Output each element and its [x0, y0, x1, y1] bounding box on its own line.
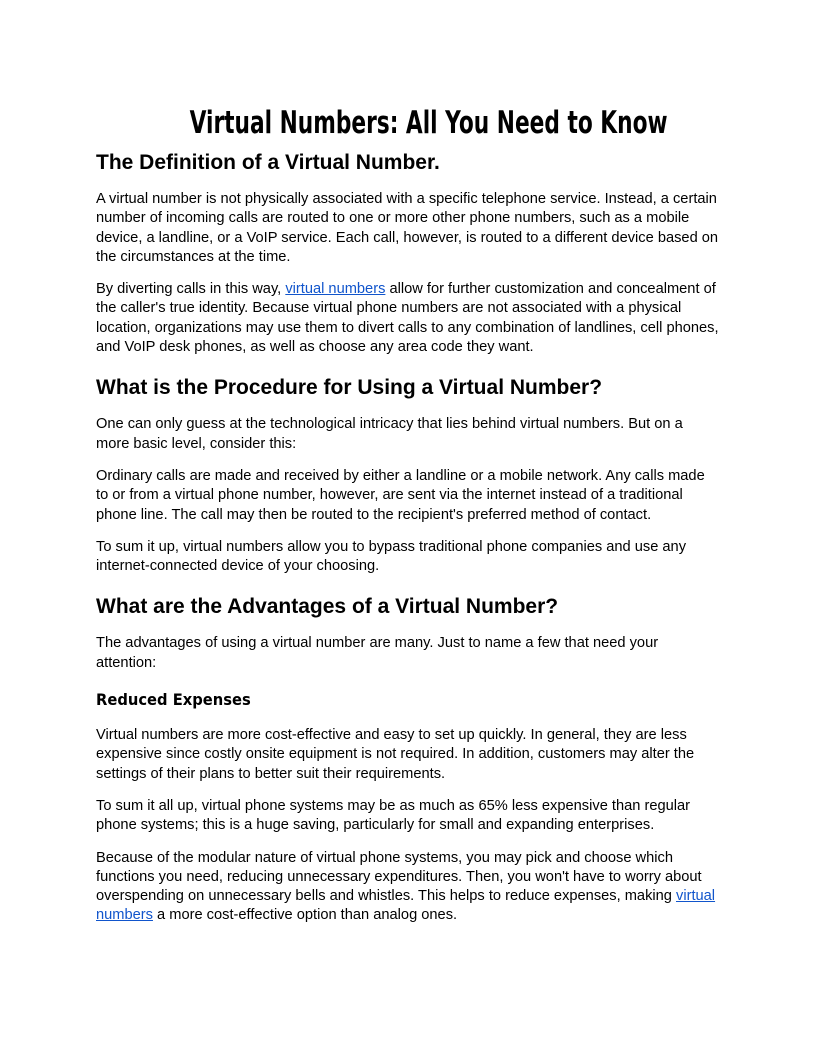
virtual-numbers-link[interactable]: virtual numbers [285, 281, 386, 298]
paragraph-text: Because of the modular nature of virtual phone systems, you may pick and choose which functions you need, reducing unnecessary expenditures. Then, you won't have to worry about overspending on unnecessary bells and whistles. This helps to reduce expenses, making [96, 849, 702, 905]
document-page [96, 96, 720, 926]
virtual-numbers-link[interactable]: virtual numbers [96, 888, 716, 924]
section-heading-procedure: What is the Procedure for Using a Virtual Number? [96, 376, 603, 400]
section-heading-definition: The Definition of a Virtual Number. [96, 151, 440, 174]
paragraph-procedure-1: One can only guess at the technological intricacy that lies behind virtual numbers. But on a more basic level, consider this: [96, 416, 683, 452]
paragraph-advantages-4 [96, 849, 720, 926]
paragraph-text: By diverting calls in this way, [96, 281, 286, 298]
paragraph-advantages-1: The advantages of using a virtual number are many. Just to name a few that need your attention: [96, 635, 659, 671]
section-heading-advantages: What are the Advantages of a Virtual Number? [96, 595, 559, 619]
paragraph-procedure-2: Ordinary calls are made and received by either a landline or a mobile network. Any calls made to or from a virtual phone number, however, are sent via the internet instead of a traditional phone line. The call may then be routed to the recipient's preferred method of contact. [96, 467, 705, 523]
paragraph-advantages-2: Virtual numbers are more cost-effective and easy to set up quickly. In general, they are less expensive since costly onsite equipment is not required. In addition, customers may alter the settings of their plans to better suit their requirements. [96, 727, 695, 782]
paragraph-procedure-3: To sum it up, virtual numbers allow you to bypass traditional phone companies and use any internet-connected device of your choosing. [96, 538, 687, 575]
paragraph-text: allow for further customization and concealment of the caller's true identity. Because virtual phone numbers are not associated with a physical location, organizations may use them to divert calls to any combination of landlines, cell phones, and VoIP desk phones, as well as choose any area code they want. [96, 281, 719, 356]
paragraph-definition-1: A virtual number is not physically associated with a specific telephone service. Instead, a certain number of incoming calls are routed to one or more other phone numbers, such as a mobile device, a landline, or a VoIP service. Each call, however, is routed to a different device based on the circumstances at the time. [96, 191, 719, 265]
document-title: Virtual Numbers: All You Need to Know [189, 105, 668, 141]
paragraph-text: a more cost-effective option than analog ones. [152, 907, 458, 924]
paragraph-advantages-3: To sum it all up, virtual phone systems may be as much as 65% less expensive than regular phone systems; this is a huge saving, particularly for small and expanding enterprises. [96, 797, 691, 834]
subheading-reduced-expenses: Reduced Expenses [96, 690, 251, 710]
paragraph-definition-2 [96, 280, 720, 357]
